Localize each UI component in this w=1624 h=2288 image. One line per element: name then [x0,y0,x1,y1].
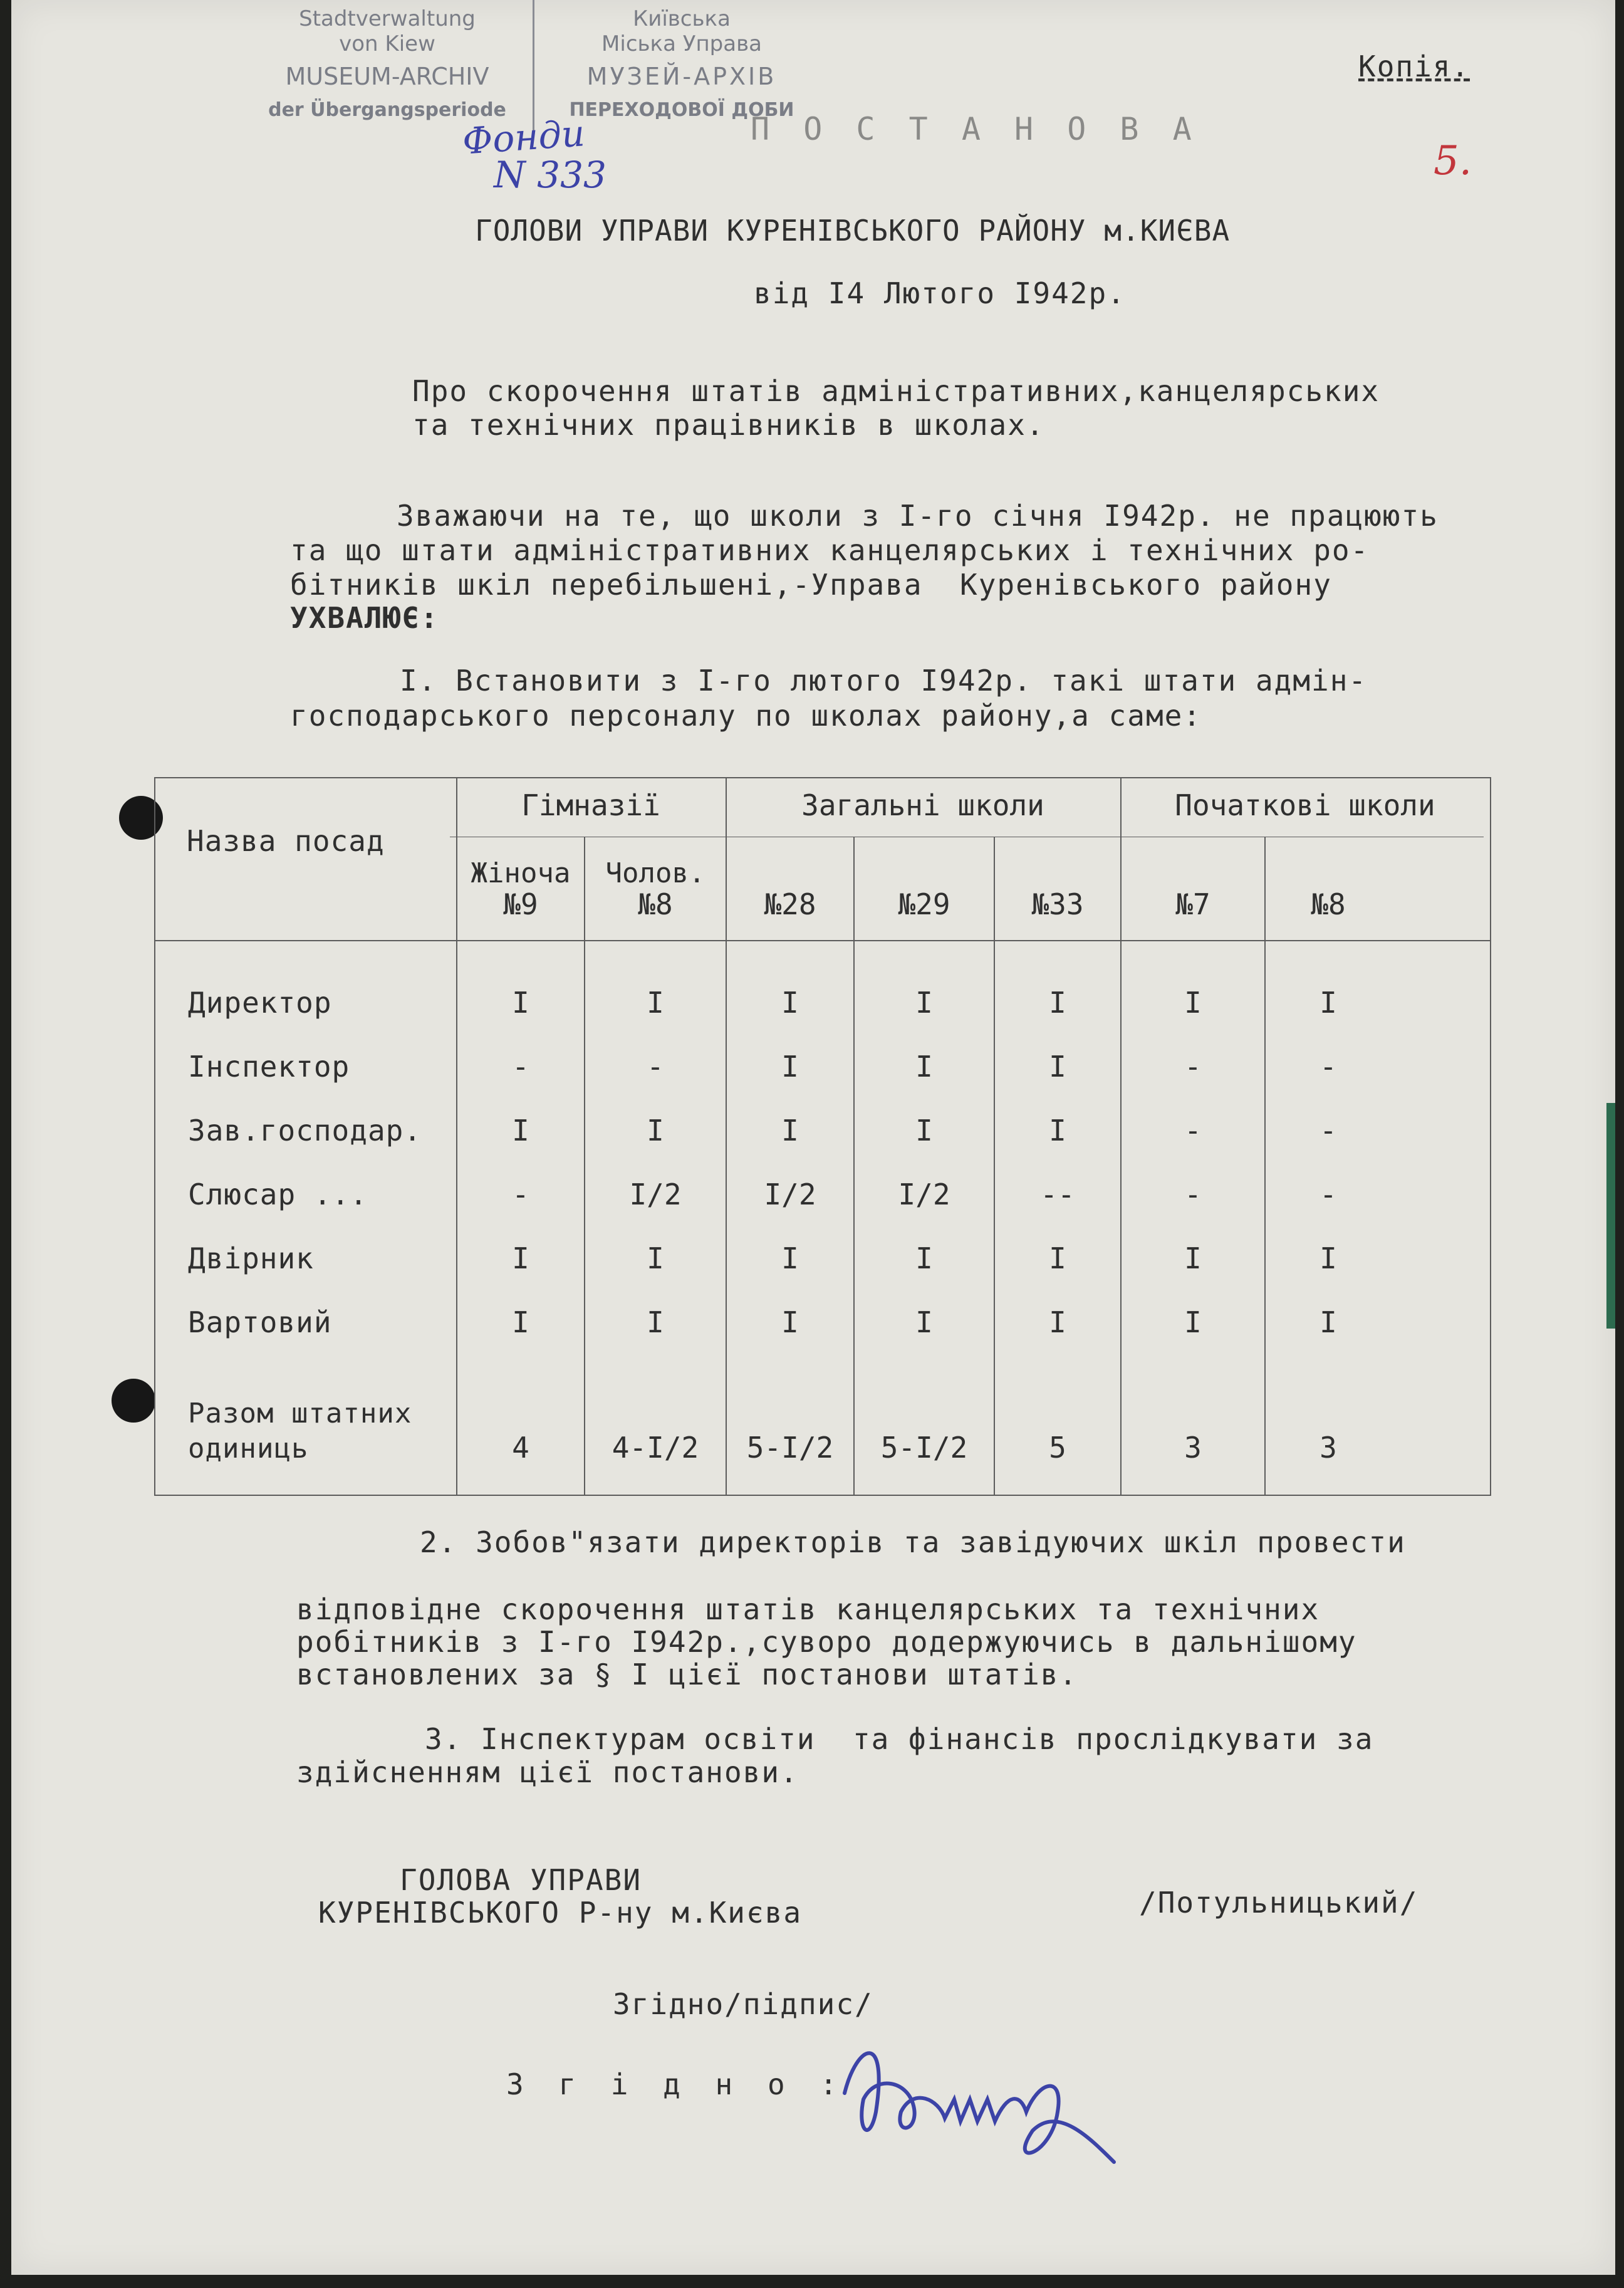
table-row-label: Двірник [188,1241,314,1275]
table-sub-female: Жіноча [471,857,571,889]
table-cell: - [512,1050,529,1084]
stamp-de-line3: MUSEUM-ARCHIV [285,63,489,90]
table-cell: -- [1040,1178,1075,1211]
handwritten-signature [820,2005,1145,2193]
table-left-rule [154,777,155,1496]
stamp-ua-line1: Київська [633,6,731,31]
table-cell: I [647,986,664,1020]
table-row-label: Інспектор [188,1050,350,1084]
table-cell: I [1049,1241,1066,1275]
table-cell: I/2 [898,1178,950,1211]
punch-hole [119,796,163,840]
table-right-rule [1490,777,1491,1496]
document-title: П О С Т А Н О В А [751,111,1199,147]
table-total-cell: 5-I/2 [880,1431,968,1465]
table-row-label: Слюсар ... [188,1178,368,1211]
table-cell: I [1184,986,1202,1020]
table-total-cell: 5 [1049,1431,1066,1465]
item3-line-1: 3. Інспектурам освіти та фінансів прослідкувати за [425,1722,1374,1756]
table-total-cell: 4 [512,1431,529,1465]
table-cell: I [512,1305,529,1339]
table-cell: I [781,1241,799,1275]
table-cell: - [1184,1050,1202,1084]
agree-label: З г і д н о : [506,2067,846,2101]
preamble-line-3: бітників шкіл перебільшені,-Управа Куренівського району [290,568,1332,602]
fond-label: Фонди [461,112,586,163]
table-header-position: Назва посад [187,824,385,858]
subject-line-2: та технічних працівників в школах. [412,408,1045,442]
green-folder-edge [1606,1103,1615,1329]
head-name: /Потульницький/ [1139,1886,1418,1920]
table-school-num: №33 [1031,887,1084,921]
table-cell: - [1184,1114,1202,1147]
item2-line-3: робітників з I-го I942р.,суворо додержуючись в дальнішому [296,1625,1357,1659]
table-cell: I [512,1114,529,1147]
table-col-rule [994,837,995,1495]
table-sub-female-num: №9 [503,887,538,921]
table-cell: I [781,986,799,1020]
table-school-num: №7 [1175,887,1210,921]
table-cell: I [1184,1305,1202,1339]
table-col-rule [584,837,585,1495]
item3-line-2: здійсненням цієї постанови. [296,1755,799,1789]
table-cell: I [1049,1114,1066,1147]
table-cell: I [1320,1241,1337,1275]
table-cell: - [1320,1114,1337,1147]
stamp-ua-line4: ПЕРЕХОДОВОЇ ДОБИ [569,99,794,121]
table-cell: I [647,1241,664,1275]
table-total-cell: 5-I/2 [746,1431,834,1465]
signed-note: Згідно/підпис/ [613,1987,873,2021]
preamble-line-2: та що штати адміністративних канцелярських і технічних ро- [290,533,1370,567]
table-row-label: Вартовий [188,1305,332,1339]
table-cell: I/2 [764,1178,816,1211]
item1-line-2: господарського персоналу по школах району,а саме: [290,699,1202,733]
fond-number: N 333 [494,154,606,196]
item2-line-1: 2. Зобов"язати директорів та завідуючих шкіл провести [420,1525,1406,1559]
table-cell: I [781,1114,799,1147]
document-page [11,0,1615,2275]
table-top-rule [155,777,1490,778]
table-total-cell: 3 [1320,1431,1337,1465]
table-total-label: Разом штатних [188,1397,412,1429]
item2-line-2: відповідне скорочення штатів канцелярських та технічних [296,1592,1320,1626]
table-cell: I [1049,1305,1066,1339]
table-cell: I [1184,1241,1202,1275]
head-title-line-1: ГОЛОВА УПРАВИ [400,1863,642,1897]
table-row-label: Зав.господар. [188,1114,422,1147]
table-cell: I [915,1114,933,1147]
page-number: 5. [1434,138,1472,184]
stamp-divider [533,0,534,132]
table-cell: I [781,1305,799,1339]
table-cell: I/2 [629,1178,682,1211]
table-header-rule [155,940,1490,941]
table-cell: I [1049,1050,1066,1084]
document-date: від I4 Лютого I942р. [754,276,1126,310]
table-school-num: №8 [1311,887,1346,921]
table-sub-male: Чолов. [605,857,705,889]
stamp-de-line4: der Übergangsperiode [268,99,506,121]
table-group-gymnasiums: Гімназії [521,788,660,822]
table-col-rule [1264,837,1266,1495]
table-school-num: №29 [898,887,950,921]
table-sub-male-num: №8 [638,887,673,921]
table-cell: - [647,1050,664,1084]
table-bottom-rule [155,1495,1490,1496]
table-cell: - [1320,1178,1337,1211]
table-cell: I [915,986,933,1020]
table-cell: I [1320,986,1337,1020]
table-cell: I [915,1050,933,1084]
table-cell: - [1184,1178,1202,1211]
table-total-cell: 4-I/2 [612,1431,699,1465]
stamp-ua-line3: МУЗЕЙ-АРХІВ [586,63,777,90]
table-total-label: одиниць [188,1433,309,1465]
table-cell: I [915,1241,933,1275]
head-title-line-2: КУРЕНІВСЬКОГО Р-ну м.Києва [318,1896,803,1930]
table-row-label: Директор [188,986,332,1020]
table-cell: I [915,1305,933,1339]
table-cell: I [1049,986,1066,1020]
table-group-general-schools: Загальні школи [801,788,1044,822]
table-col-rule [853,837,855,1495]
document-subtitle: ГОЛОВИ УПРАВИ КУРЕНІВСЬКОГО РАЙОНУ м.КИЄВА [475,214,1231,248]
table-cell: - [1320,1050,1337,1084]
item2-line-4: встановлених за § I цієї постанови штатів. [296,1658,1078,1691]
preamble-resolves: УХВАЛЮЄ: [290,601,439,635]
item1-line-1: I. Встановити з I-го лютого I942р. такі штати адмін- [400,664,1368,697]
table-total-cell: 3 [1184,1431,1202,1465]
table-cell: I [512,1241,529,1275]
table-cell: I [512,986,529,1020]
table-cell: - [512,1178,529,1211]
table-cell: I [647,1114,664,1147]
stamp-de-line1: Stadtverwaltung [299,6,476,31]
stamp-ua-line2: Міська Управа [601,31,762,56]
table-school-num: №28 [764,887,816,921]
subject-line-1: Про скорочення штатів адміністративних,канцелярських [412,374,1380,408]
table-cell: I [1320,1305,1337,1339]
table-group-primary-schools: Початкові школи [1175,788,1435,822]
punch-hole [112,1379,155,1423]
table-cell: I [647,1305,664,1339]
copy-label: Копія. [1358,50,1470,83]
stamp-de-line2: von Kiew [339,31,435,56]
preamble-line-1: Зважаючи на те, що школи з I-го січня I942р. не працюють [397,499,1439,533]
table-cell: I [781,1050,799,1084]
